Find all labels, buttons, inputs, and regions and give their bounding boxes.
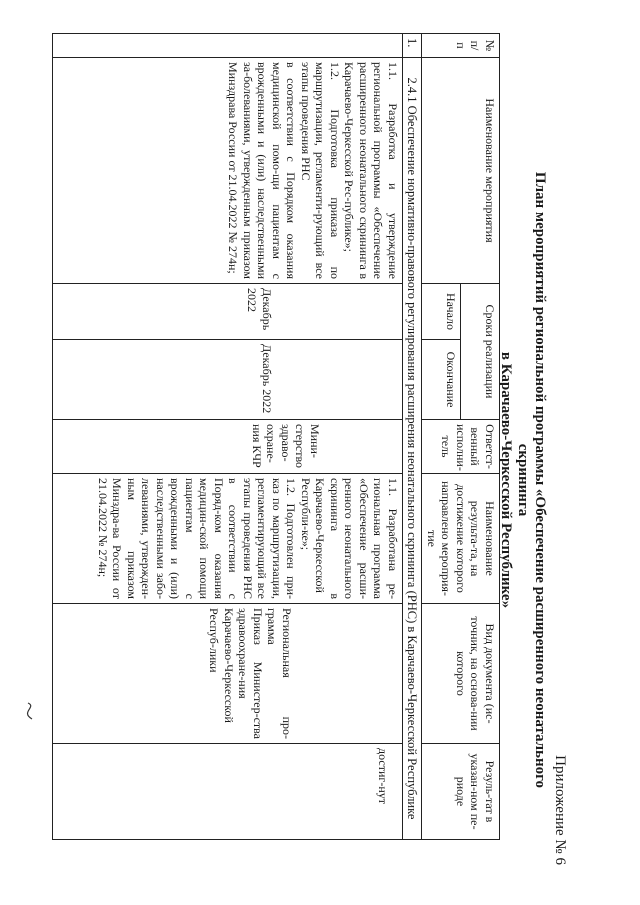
row-number-cell (53, 34, 403, 58)
plan-table (52, 33, 500, 840)
header-terms: Сроки реализации (461, 284, 500, 420)
header-result-name: Наименование результа-та, на достижение которого направлено мероприя-тие (422, 474, 500, 604)
header-responsible: Ответст-венный исполни-тель (422, 420, 500, 474)
header-measure-name: Наименование мероприятия (422, 58, 500, 284)
measure-item-2: 1.2. Подготовка приказа по маршрутизации, регламенти-рующий все этапы проведения РНС (299, 62, 342, 279)
end-date: Декабрь 2022 (53, 340, 403, 420)
header-start: Начало (422, 284, 461, 340)
title-line-1: План мероприятий региональной программы «Обеспечение расширенного неонатального скрининга (515, 171, 548, 789)
table-row (53, 34, 403, 840)
section-number: 1. (403, 34, 423, 58)
document-item-1: Региональная про-грамма (265, 608, 294, 739)
result-period-value: достиг-нут (53, 744, 403, 840)
measure-cell (53, 58, 403, 284)
section-title: 2.4.1 Обеспечение нормативно-правового регулирования расширения неонатального скрининга (РНС) в Карачаево-Черкесской Республике (403, 58, 423, 840)
page-title (497, 150, 548, 810)
measure-item-1: 1.1. Разработка и утверждение региональной программы «Обеспечение расширенного неонатального скрининга в Карачаево-Черкесской Рес-публике»; (342, 62, 400, 279)
header-end: Окончание (422, 340, 461, 420)
result-item-1: 1.1. Разработана ре-гиональная программа «Обеспечение расши-ренного неонатального скрининга в Карачаево-Черкесской Республи-ке»; (299, 478, 400, 599)
header-result-period: Резуль-тат в указан-ном пе-риоде (422, 744, 500, 840)
header-doc-type: Вид документа (ис-точник, на основа-нии которого (422, 604, 500, 744)
header-num: № п/п (422, 34, 500, 58)
measure-item-3: в соответствии с Порядком оказания медицинской помо-щи пациентам с врожденными и (или) наследственными за-болеваниями, утвержденным приказом Минздрава России от 21.04.2022 № 274н; (226, 62, 299, 279)
signature-mark (18, 700, 40, 722)
appendix-label: Приложение № 6 (552, 755, 568, 865)
document-item-2: Приказ Министер-ства здравоохране-ния Карачаево-Черкесской Респуб-лики (207, 608, 265, 739)
table-header-row-1 (461, 34, 500, 840)
start-date: Декабрь 2022 (53, 284, 403, 340)
result-name-cell (53, 474, 403, 604)
section-row (403, 34, 423, 840)
result-item-2: 1.2. Подготовлен при-каз по маршрутизации, регламентирующий все этапы проведения РНС в соответствии с Поряд-ком оказания медицин-ской помощи пациентам с врожденными и (или) наследственными забо-леваниями, утвержден-ным приказом Минздра-ва России от 21.04.2022 № 274н; (96, 478, 299, 599)
title-line-2: в Карачаево-Черкесской Республике» (498, 351, 514, 609)
document-cell (53, 604, 403, 744)
responsible-party: Мини-стерство здраво-охране-ния КЧР (53, 420, 403, 474)
